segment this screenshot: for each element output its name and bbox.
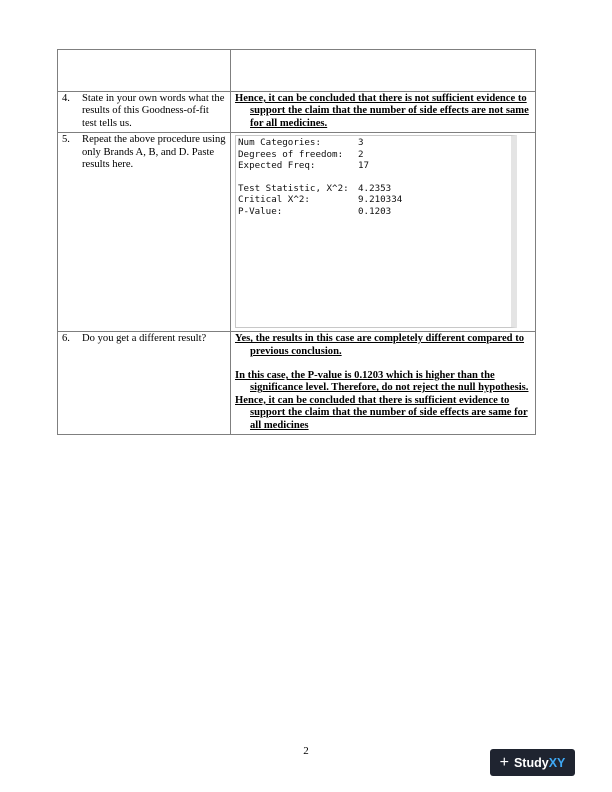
answer-text: In this case, the P-value is 0.1203 which is higher than the significance level. Therefore, do not reject the null hypothesis. [235,370,529,394]
result-label: Test Statistic, X^2: [238,182,349,194]
logo-text-study: Study [513,755,549,770]
answer-cell [231,133,536,332]
paragraph-gap [235,358,531,370]
question-cell [58,133,231,332]
plus-icon: + [499,753,509,771]
result-value: 17 [358,160,370,172]
result-row [238,160,509,171]
answer-cell [231,332,536,435]
result-label: P-Value: [238,205,283,217]
question-cell [58,92,231,133]
result-value: 4.2353 [358,182,392,194]
question-text: Repeat the above procedure using only Brands A, B, and D. Paste results here. [82,134,226,171]
result-row [238,183,509,194]
logo-text-xy: XY [548,755,566,770]
results-screenshot [235,135,517,328]
answer-text: Yes, the results in this case are completely different compared to previous conclusion. [235,333,525,357]
result-row [238,137,509,148]
page-number: 2 [303,745,309,757]
worksheet-table [57,49,536,435]
table-row [58,92,536,133]
studyxy-logo [490,749,575,776]
question-text: Do you get a different result? [82,333,207,345]
answer-text: Hence, it can be concluded that there is not sufficient evidence to support the claim that the number of side effects are not same for all medicines. [235,93,529,129]
result-value: 9.210334 [358,194,403,206]
question-number: 5. [62,134,70,146]
question-cell [58,332,231,435]
question-number: 4. [62,93,70,104]
result-value: 3 [358,137,364,149]
question-number: 6. [62,333,70,345]
table-row [58,50,536,92]
result-value: 0.1203 [358,205,392,217]
result-spacer [238,171,509,182]
result-row [238,206,509,217]
result-value: 2 [358,148,364,160]
table-row [58,332,536,435]
answer-cell [231,92,536,133]
answer-text: Hence, it can be concluded that there is sufficient evidence to support the claim that the number of side effects are same for all medicines [235,394,528,431]
question-text: State in your own words what the results of this Goodness-of-fit test tells us. [82,93,225,129]
result-label: Expected Freq: [238,160,316,172]
empty-cell [58,50,231,92]
result-label: Degrees of freedom: [238,148,344,160]
result-label: Critical X^2: [238,194,310,206]
result-label: Num Categories: [238,137,321,149]
result-row [238,194,509,205]
empty-cell [231,50,536,92]
table-row [58,133,536,332]
result-row [238,149,509,160]
